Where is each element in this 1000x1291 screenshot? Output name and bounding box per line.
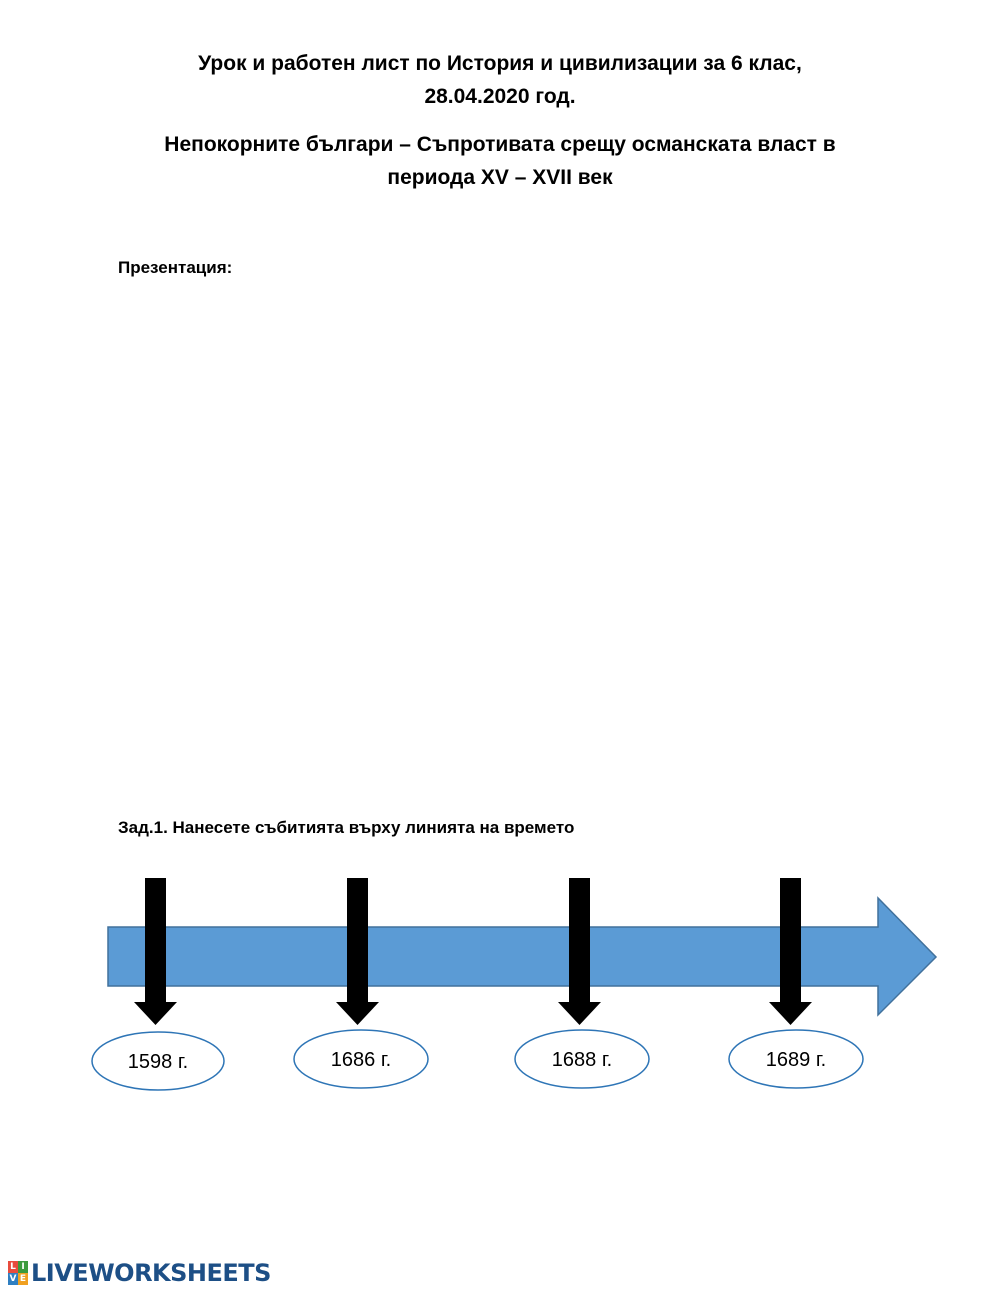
timeline (0, 860, 1000, 1120)
presentation-area (118, 295, 878, 775)
subtitle-line-2: периода XV – XVII век (387, 166, 613, 189)
subtitle-line-1: Непокорните българи – Съпротивата срещу османската власт в (164, 133, 836, 156)
liveworksheets-logo[interactable] (8, 1258, 271, 1288)
title-line-2: 28.04.2020 год. (424, 85, 576, 108)
timeline-arrow (108, 898, 936, 1015)
task1-label: Зад.1. Нанесете събитията върху линията на времето (118, 818, 575, 837)
year-label-4: 1689 г. (765, 1049, 827, 1071)
year-ellipse-1[interactable] (92, 1032, 224, 1090)
logo-badge-icon: L I V E (9, 1262, 27, 1284)
year-label-3: 1688 г. (551, 1049, 613, 1071)
year-ellipse-2[interactable] (294, 1030, 428, 1088)
lesson-subtitle (0, 128, 1000, 194)
year-ellipse-3[interactable] (515, 1030, 649, 1088)
title-line-1: Урок и работен лист по История и цивилизации за 6 клас, (198, 52, 802, 75)
year-label-1: 1598 г. (127, 1051, 189, 1073)
logo-text: LIVEWORKSHEETS (31, 1259, 271, 1287)
worksheet-title (0, 47, 1000, 113)
year-label-2: 1686 г. (330, 1049, 392, 1071)
year-ellipse-4[interactable] (729, 1030, 863, 1088)
presentation-label: Презентация: (118, 258, 233, 277)
